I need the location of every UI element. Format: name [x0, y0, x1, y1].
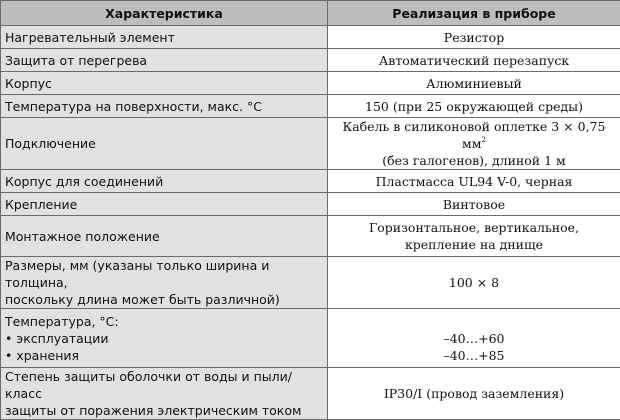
table-row	[1, 95, 620, 118]
cell-line: –40…+85	[332, 347, 616, 364]
cell-line: Защита от перегрева	[5, 52, 323, 69]
cell-line: Температура на поверхности, макс. °С	[5, 98, 323, 115]
cell-line: Корпус для соединений	[5, 173, 323, 190]
implementation-cell	[328, 26, 620, 49]
cell-line: Корпус	[5, 75, 323, 92]
implementation-cell	[328, 216, 620, 257]
cell-line: защиты от поражения электрическим током	[5, 402, 323, 419]
cell-line	[332, 313, 616, 330]
cell-line	[332, 118, 616, 152]
superscript: 2	[481, 136, 485, 144]
implementation-cell	[328, 118, 620, 170]
implementation-cell	[328, 72, 620, 95]
header-characteristic: Характеристика	[1, 1, 328, 26]
cell-line: Автоматический перезапуск	[332, 52, 616, 69]
characteristic-cell	[1, 193, 328, 216]
table-row	[1, 193, 620, 216]
cell-line: • хранения	[5, 347, 323, 364]
cell-line: 150 (при 25 окружающей среды)	[332, 98, 616, 115]
cell-text: Кабель в силиконовой оплетке 3 × 0,75 мм	[343, 119, 606, 151]
characteristic-cell	[1, 95, 328, 118]
characteristic-cell	[1, 49, 328, 72]
cell-line: Подключение	[5, 135, 323, 152]
cell-line: Нагревательный элемент	[5, 29, 323, 46]
cell-line: Крепление	[5, 196, 323, 213]
table-row	[1, 368, 620, 420]
table-row	[1, 309, 620, 368]
characteristic-cell	[1, 170, 328, 193]
cell-line: крепление на днище	[332, 236, 616, 253]
characteristic-cell	[1, 257, 328, 309]
implementation-cell	[328, 95, 620, 118]
characteristic-cell	[1, 26, 328, 49]
header-row	[1, 1, 620, 26]
table-row	[1, 49, 620, 72]
cell-line: IP30/I (провод заземления)	[332, 385, 616, 402]
table-row	[1, 257, 620, 309]
cell-line: Пластмасса UL94 V-0, черная	[332, 173, 616, 190]
implementation-cell	[328, 170, 620, 193]
cell-line: Алюминиевый	[332, 75, 616, 92]
cell-line: 100 × 8	[332, 274, 616, 291]
cell-line: Размеры, мм (указаны только ширина и толщина,	[5, 257, 323, 291]
implementation-cell	[328, 193, 620, 216]
characteristic-cell	[1, 368, 328, 420]
header-implementation: Реализация в приборе	[328, 1, 620, 26]
cell-line: Монтажное положение	[5, 228, 323, 245]
implementation-cell	[328, 49, 620, 72]
table-row	[1, 216, 620, 257]
cell-line: Резистор	[332, 29, 616, 46]
table-row	[1, 118, 620, 170]
table-row	[1, 72, 620, 95]
table-row	[1, 26, 620, 49]
cell-line: • эксплуатации	[5, 330, 323, 347]
implementation-cell	[328, 309, 620, 368]
cell-line: –40…+60	[332, 330, 616, 347]
cell-line: поскольку длина может быть различной)	[5, 291, 323, 308]
table-row	[1, 170, 620, 193]
cell-line: Горизонтальное, вертикальное,	[332, 219, 616, 236]
characteristic-cell	[1, 309, 328, 368]
cell-line: Степень защиты оболочки от воды и пыли/класс	[5, 368, 323, 402]
characteristic-cell	[1, 216, 328, 257]
implementation-cell	[328, 368, 620, 420]
cell-line: (без галогенов), длиной 1 м	[332, 152, 616, 169]
implementation-cell	[328, 257, 620, 309]
cell-line: Температура, °С:	[5, 313, 323, 330]
characteristic-cell	[1, 72, 328, 95]
characteristic-cell	[1, 118, 328, 170]
cell-line: Винтовое	[332, 196, 616, 213]
